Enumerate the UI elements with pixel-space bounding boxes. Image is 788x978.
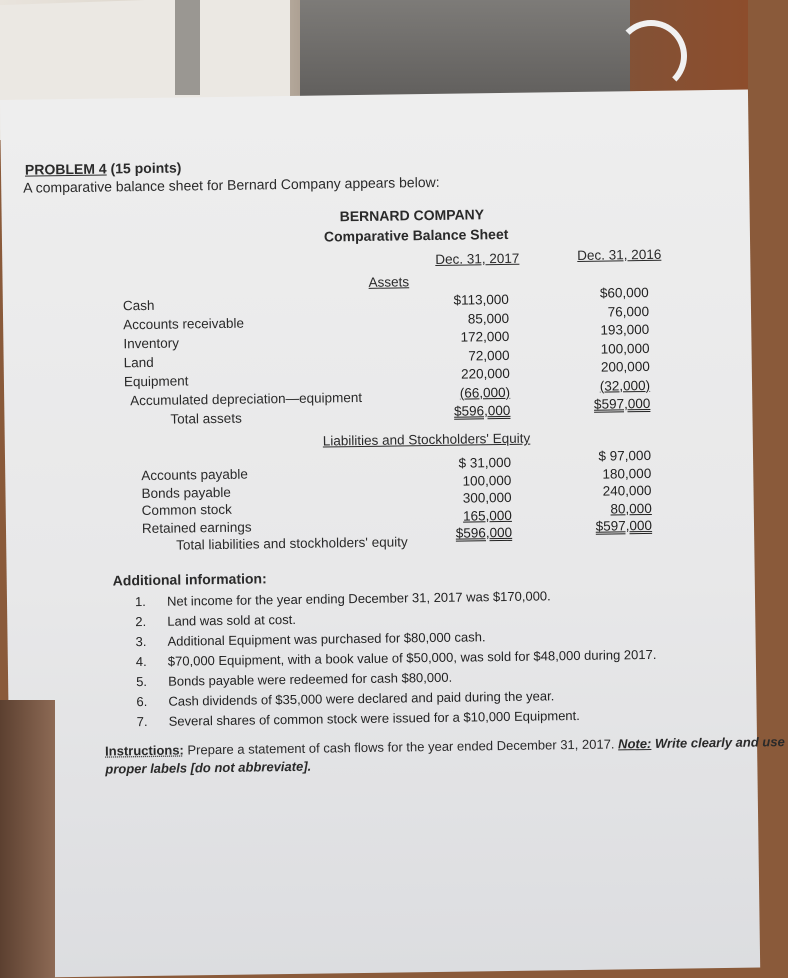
list-number: 1.: [134, 594, 146, 610]
total-liabilities-2017: $596,000: [455, 524, 513, 541]
background-hand-shadow: [0, 700, 55, 978]
list-item: Additional Equipment was purchased for $80,000 cash.: [167, 629, 486, 649]
assets-labels: [123, 293, 363, 429]
list-item: $70,000 Equipment, with a book value of $50,000, was sold for $48,000 during 2017.: [167, 646, 657, 669]
instructions-label: Instructions:: [104, 742, 184, 759]
list-item: Several shares of common stock were issued for a $10,000 Equipment.: [168, 707, 580, 729]
column-header-2016: Dec. 31, 2016: [577, 246, 662, 263]
list-number: 5.: [136, 674, 148, 690]
list-item: Land was sold at cost.: [167, 611, 297, 629]
asset-label: Equipment: [123, 373, 189, 390]
problem-heading: [25, 159, 182, 177]
background-laptop: [300, 0, 630, 105]
problem-points: (15 points): [110, 159, 182, 177]
note-text: Write clearly and use: [651, 734, 785, 751]
total-liabilities-2016: $597,000: [595, 517, 653, 534]
total-assets-2016: $597,000: [593, 395, 651, 412]
liability-value-2017: 165,000: [462, 507, 512, 524]
asset-label: Accumulated depreciation—equipment: [130, 389, 363, 409]
liabilities-labels: [141, 463, 408, 554]
liability-value-2016: 240,000: [602, 482, 652, 499]
assets-2016-values: [573, 284, 651, 415]
list-number: 3.: [135, 634, 147, 650]
problem-title: PROBLEM 4: [24, 160, 107, 178]
total-liabilities-label: Total liabilities and stockholders' equity: [176, 534, 408, 553]
asset-value-2017: 172,000: [460, 328, 510, 345]
instructions-line-1: [105, 734, 785, 758]
liabilities-2017-values: [435, 454, 512, 543]
asset-value-2017: 220,000: [460, 365, 510, 382]
liabilities-2016-values: [575, 447, 652, 536]
asset-value-2016: 200,000: [600, 358, 650, 375]
asset-value-2017: $113,000: [453, 291, 509, 308]
total-assets-2017: $596,000: [453, 402, 511, 419]
asset-value-2016: $60,000: [599, 284, 649, 301]
list-item: Cash dividends of $35,000 were declared and paid during the year.: [168, 688, 555, 709]
sheet-title: Comparative Balance Sheet: [323, 225, 509, 245]
asset-value-2017: 72,000: [468, 347, 510, 363]
list-number: 4.: [135, 654, 147, 670]
liability-label: Retained earnings: [141, 519, 252, 536]
liability-value-2017: $ 31,000: [458, 454, 512, 471]
liability-label: Accounts payable: [141, 466, 248, 484]
background-stand: [175, 0, 200, 95]
instructions-text: Prepare a statement of cash flows for the year ended December 31, 2017.: [183, 736, 615, 758]
asset-value-2017: (66,000): [459, 384, 511, 401]
asset-label: Accounts receivable: [123, 315, 245, 333]
list-item: Bonds payable were redeemed for cash $80,000.: [168, 669, 453, 689]
problem-intro: A comparative balance sheet for Bernard Company appears below:: [23, 173, 440, 196]
asset-value-2016: (32,000): [599, 377, 651, 394]
asset-value-2016: 100,000: [600, 340, 650, 357]
asset-label: Land: [123, 354, 154, 371]
asset-label: Cash: [122, 297, 155, 314]
assets-heading: Assets: [368, 274, 410, 290]
asset-value-2017: 85,000: [467, 310, 510, 326]
liability-value-2016: 180,000: [602, 465, 652, 482]
asset-value-2016: 193,000: [600, 321, 650, 338]
liability-value-2016: $ 97,000: [598, 447, 652, 464]
asset-value-2016: 76,000: [607, 303, 650, 320]
company-name: BERNARD COMPANY: [339, 206, 485, 225]
liability-label: Common stock: [141, 501, 232, 519]
instructions-line-2: proper labels [do not abbreviate].: [105, 758, 312, 777]
liability-value-2016: 80,000: [610, 500, 652, 517]
list-number: 2.: [135, 614, 147, 630]
list-number: 6.: [136, 694, 148, 710]
note-label: Note:: [618, 735, 652, 752]
asset-label: Inventory: [123, 335, 180, 352]
liability-value-2017: 300,000: [462, 489, 512, 506]
background-cable: [615, 20, 687, 92]
column-header-2017: Dec. 31, 2017: [435, 250, 520, 267]
assets-2017-values: [433, 291, 511, 422]
liabilities-heading: Liabilities and Stockholders' Equity: [322, 430, 531, 449]
list-item: Net income for the year ending December 31, 2017 was $170,000.: [166, 588, 551, 609]
problem-sheet: [0, 90, 785, 978]
additional-info-heading: Additional information:: [112, 570, 267, 589]
liability-label: Bonds payable: [141, 484, 231, 501]
list-number: 7.: [136, 714, 148, 730]
liability-value-2017: 100,000: [462, 472, 512, 489]
total-assets-label: Total assets: [170, 410, 242, 427]
